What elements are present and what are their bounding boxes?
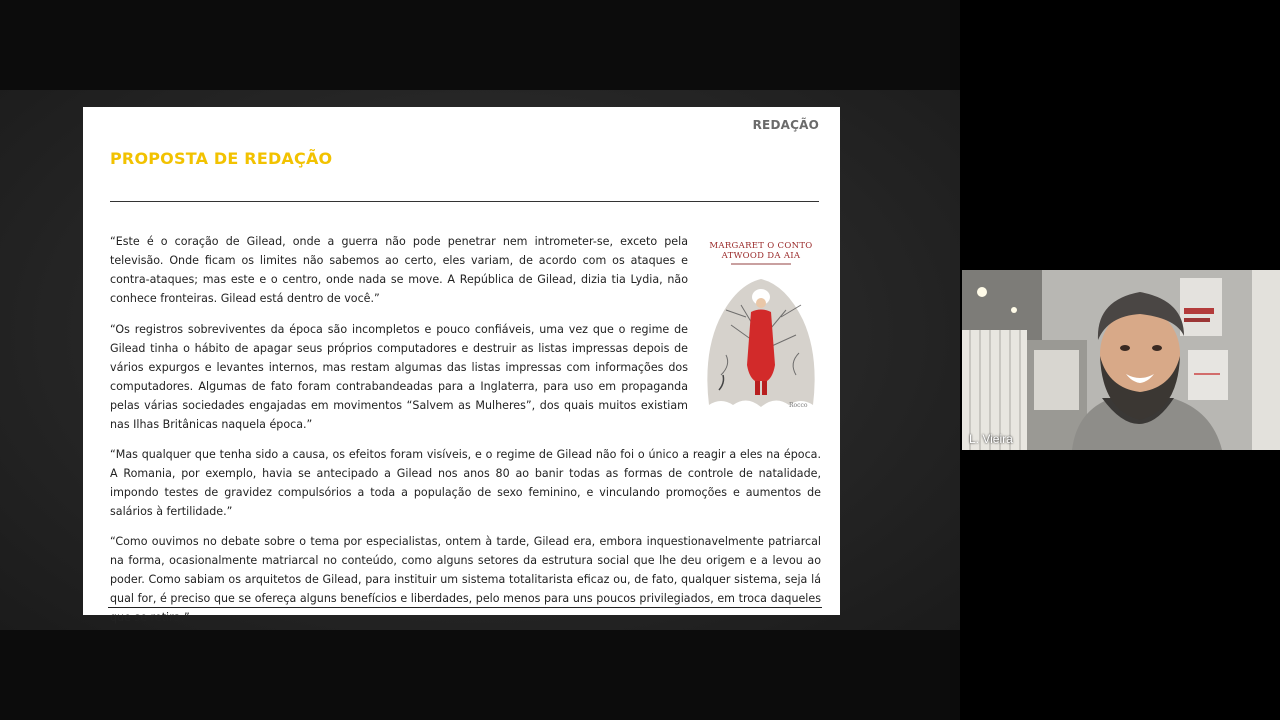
book-cover-line-1: MARGARET O CONTO: [709, 241, 813, 251]
svg-text:Rocco: Rocco: [789, 402, 808, 409]
handmaid-illustration: [701, 265, 821, 415]
quote-paragraph-2: “Os registros sobreviventes da época são incompletos e pouco confiáveis, uma vez que o regime de Gilead tinha o hábito de apagar seus próprios computadores e destruir as listas impressas depois de vários expurgos e levantes internos, mas restam algumas das listas impressas com informações dos computadores. Algumas de fato foram contrabandeadas para a Inglaterra, para uso em propaganda pelas várias sociedades engajadas em movimentos “Salvem as Mulheres”, dos quais muitos existiam nas Ilhas Britânicas naquela época.”: [110, 323, 688, 431]
closing-divider: [108, 607, 822, 608]
title-divider: [110, 201, 819, 202]
quote-paragraph-1: “Este é o coração de Gilead, onde a guerra não pode penetrar nem intrometer-se, exceto pela televisão. Onde ficam os limites não sabemos ao certo, eles variam, de acordo com os ataques e contra-ataques; mas este e o centro, onde nada se move. A República de Gilead, dizia tia Lydia, não conhece fronteiras. Gilead está dentro de você.”: [110, 235, 688, 305]
participant-video: [962, 270, 1280, 450]
book-cover-image: [701, 235, 821, 415]
webcam-tile[interactable]: [962, 270, 1280, 450]
presentation-slide: [83, 107, 840, 624]
quote-paragraph-3: “Mas qualquer que tenha sido a causa, os efeitos foram visíveis, e o regime de Gilead não foi o único a reagir a eles na época. A Romania, por exemplo, havia se antecipado a Gilead nos anos 80 ao banir todas as formas de controle de natalidade, impondo testes de gravidez compulsórios a toda a população de sexo feminino, e vinculando promoções e aumentos de salários à fertilidade.”: [110, 448, 821, 518]
participant-name-label: L. Vieira: [969, 432, 1013, 446]
book-cover-line-2: ATWOOD DA AIA: [721, 251, 801, 261]
quote-paragraph-4: “Como ouvimos no debate sobre o tema por especialistas, ontem à tarde, Gilead era, embora inquestionavelmente patriarcal na forma, ocasionalmente matriarcal no conteúdo, como alguns setores da estrutura social que lhe deu origem e a levou ao poder. Como sabiam os arquitetos de Gilead, para instituir um sistema totalitarista eficaz ou, de fato, qualquer sistema, seja lá qual for, é preciso que se ofereça alguns benefícios e liberdades, pelo menos para uns poucos privilegiados, em troca daqueles que se retira.”: [110, 535, 821, 624]
slide-section-tag: REDAÇÃO: [752, 118, 819, 132]
slide-title: PROPOSTA DE REDAÇÃO: [110, 149, 333, 168]
book-cover-title: [701, 241, 821, 261]
